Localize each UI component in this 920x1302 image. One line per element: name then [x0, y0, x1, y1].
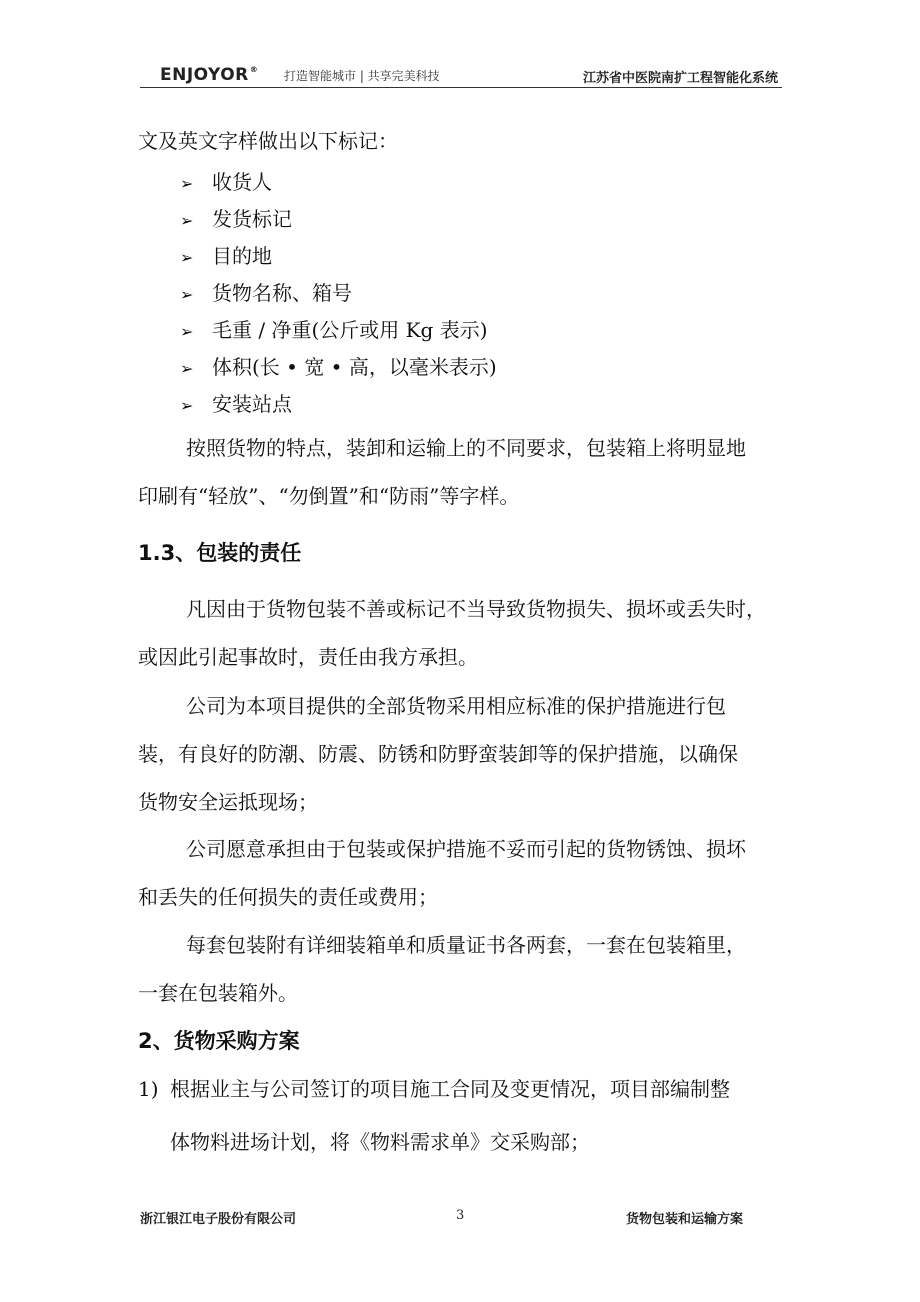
project-title: 江苏省中医院南扩工程智能化系统: [582, 71, 778, 86]
paragraph-line: 印刷有“轻放”、“勿倒置”和“防雨”等字样。: [138, 484, 520, 508]
header-divider: [140, 87, 782, 88]
arrow-bullet-icon: ➢: [180, 322, 194, 341]
paragraph-line: 公司愿意承担由于包装或保护措施不妥而引起的货物锈蚀、损坏: [186, 837, 746, 861]
intro-line: 文及英文字样做出以下标记：: [138, 129, 398, 153]
paragraph-line: 体物料进场计划，将《物料需求单》交采购部；: [170, 1130, 590, 1154]
numbered-item: 1) 根据业主与公司签订的项目施工合同及变更情况，项目部编制整: [138, 1077, 730, 1101]
arrow-bullet-icon: ➢: [180, 211, 194, 230]
paragraph-line: 和丢失的任何损失的责任或费用；: [138, 885, 438, 909]
paragraph-line: 货物安全运抵现场；: [138, 790, 318, 814]
footer-doc-title: 货物包装和运输方案: [626, 1212, 744, 1227]
arrow-bullet-icon: ➢: [180, 174, 194, 193]
arrow-bullet-icon: ➢: [180, 285, 194, 304]
item-number: 1): [138, 1077, 159, 1101]
paragraph-line: 公司为本项目提供的全部货物采用相应标准的保护措施进行包: [186, 694, 726, 718]
paragraph-line: 每套包装附有详细装箱单和质量证书各两套，一套在包装箱里，: [186, 933, 746, 957]
paragraph-line: 装，有良好的防潮、防震、防锈和防野蛮装卸等的保护措施，以确保: [138, 742, 738, 766]
arrow-bullet-icon: ➢: [180, 396, 194, 415]
marking-item: ➢ 货物名称、箱号: [180, 280, 352, 308]
arrow-bullet-icon: ➢: [180, 248, 194, 267]
marking-item: ➢ 体积(长 • 宽 • 高，以毫米表示): [180, 354, 497, 382]
section-heading: 2、货物采购方案: [138, 1029, 300, 1053]
arrow-bullet-icon: ➢: [180, 359, 194, 378]
company-logo: ENJOYOR®: [160, 65, 259, 85]
marking-item: ➢ 发货标记: [180, 206, 292, 234]
company-slogan: 打造智能城市 | 共享完美科技: [284, 69, 440, 83]
footer-company: 浙江银江电子股份有限公司: [140, 1212, 297, 1227]
paragraph-line: 凡因由于货物包装不善或标记不当导致货物损失、损坏或丢失时，: [186, 597, 766, 621]
marking-item: ➢ 安装站点: [180, 391, 292, 419]
marking-item: ➢ 目的地: [180, 243, 272, 271]
marking-item: ➢ 收货人: [180, 169, 272, 197]
section-heading: 1.3、包装的责任: [138, 541, 302, 565]
paragraph-line: 或因此引起事故时，责任由我方承担。: [138, 645, 478, 669]
paragraph-line: 按照货物的特点，装卸和运输上的不同要求，包装箱上将明显地: [186, 436, 746, 460]
paragraph-line: 一套在包装箱外。: [138, 981, 298, 1005]
marking-item: ➢ 毛重 / 净重(公斤或用 Kg 表示): [180, 317, 488, 345]
page-header: [140, 58, 782, 88]
page-number: 3: [456, 1208, 465, 1223]
